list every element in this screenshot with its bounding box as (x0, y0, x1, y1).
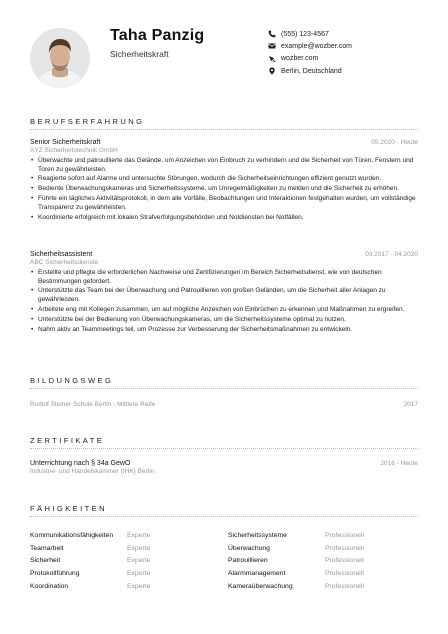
job-company: XYZ Sicherheitstechnik GmbH (30, 147, 118, 154)
job-date: 05.2020 - Heute (371, 139, 418, 146)
contact-list (268, 28, 352, 77)
education-school: Rudolf Steiner Schule Berlin - Mittlere Reife (30, 401, 156, 408)
contact-location (268, 65, 352, 77)
job-company: ABC Sicherheitsdienste (30, 259, 99, 266)
skill-item (228, 580, 418, 593)
certificate-title: Unterrichtung nach § 34a GewO (30, 460, 131, 467)
bullet-item: • Reagierte sofort auf Alarme und untersuchte Störungen, wodurch die Sicherheitseinrichtungen effizient genutzt wurden. (30, 175, 418, 184)
skill-name: Alarmmanagement (228, 569, 286, 577)
section-divider (30, 388, 418, 389)
skill-level: Experte (127, 544, 151, 552)
skill-item (30, 567, 220, 580)
skill-name: Kameraüberwachung (228, 582, 293, 590)
avatar-illustration (30, 28, 90, 88)
skill-level: Experte (127, 531, 151, 539)
skill-name: Sicherheitssysteme (228, 531, 287, 539)
job-entry-1 (30, 139, 418, 224)
bullet-item: • Koordinierte erfolgreich mit lokalen Strafverfolgungsbehörden und Notdiensten bei Notfällen. (30, 214, 418, 223)
bullet-item: • Unterstützte bei der Bedienung von Überwachungskameras, um die Sicherheitssysteme optimal zu nutzen. (30, 316, 418, 325)
skill-level: Professionell (325, 569, 364, 577)
skill-item (228, 567, 418, 580)
skill-name: Patrouillieren (228, 557, 268, 565)
profile-photo (30, 28, 90, 88)
skill-item (30, 542, 220, 555)
envelope-icon (268, 42, 276, 50)
skill-level: Experte (127, 557, 151, 565)
education-entry (30, 401, 418, 408)
bullet-item: • Nahm aktiv an Teammeetings teil, um Prozesse zur Verbesserung der Sicherheitsmaßnahmen zu entwickeln. (30, 326, 418, 335)
skill-name: Koordination (30, 582, 69, 590)
skill-name: Teamarbeit (30, 544, 64, 552)
section-title-certificates: ZERTIFIKATE (30, 436, 105, 445)
skill-item (228, 554, 418, 567)
skill-level: Experte (127, 569, 151, 577)
section-title-experience: BERUFSERFAHRUNG (30, 117, 145, 126)
skill-name: Kommunikationsfähigkeiten (30, 531, 114, 539)
skill-name: Sicherheit (30, 557, 61, 565)
contact-location-text: Berlin, Deutschland (281, 67, 342, 75)
bullet-item: • Bediente Überwachungskameras und Sicherheitssysteme, um Unregelmäßigkeiten zu melden und die Sicherheit zu erhöhen. (30, 185, 418, 194)
skill-item (228, 542, 418, 555)
bullet-item: • Arbeitete eng mit Kollegen zusammen, um auf mögliche Anzeichen von Einbrüchen zu erkennen und Maßnahmen zu ergreifen. (30, 306, 418, 315)
certificate-entry (30, 460, 418, 475)
skills-column-left (30, 529, 220, 592)
job-title: Sicherheitsassistent (30, 251, 93, 258)
bullet-item: • Überwachte und patrouillierte das Gelände, um Anzeichen von Einbruch zu verhindern und die Sicherheit von Türen, Fenstern und Toren zu gewährleisten. (30, 157, 418, 174)
skill-item (30, 529, 220, 542)
section-title-skills: FÄHIGKEITEN (30, 504, 108, 513)
contact-email[interactable] (268, 40, 352, 52)
skill-level: Experte (127, 582, 151, 590)
contact-phone[interactable] (268, 28, 352, 40)
skill-item (30, 554, 220, 567)
skills-column-right (228, 529, 418, 592)
skill-item (228, 529, 418, 542)
link-icon (268, 55, 276, 63)
certificate-issuer: Industrie- und Handelskammer (IHK) Berlin (30, 468, 155, 475)
contact-phone-text: (555) 123-4567 (281, 30, 329, 38)
job-title: Senior Sicherheitskraft (30, 139, 101, 146)
section-divider (30, 516, 418, 517)
skill-name: Überwachung (228, 544, 270, 552)
job-bullets (30, 269, 418, 334)
job-bullets (30, 157, 418, 222)
section-title-education: BILDUNGSWEG (30, 376, 114, 385)
skill-level: Professionell (325, 557, 364, 565)
job-role: Sicherheitskraft (110, 49, 169, 59)
bullet-item: • Unterstützte das Team bei der Überwachung und Patrouillieren von großen Geländen, um die Sicherheit aller Anlagen zu gewährleisten. (30, 287, 418, 304)
contact-website[interactable] (268, 53, 352, 65)
job-entry-2 (30, 251, 418, 336)
section-divider (30, 448, 418, 449)
skill-level: Professionell (325, 544, 364, 552)
education-year: 2017 (403, 401, 418, 408)
skill-level: Professionell (325, 582, 364, 590)
phone-icon (268, 30, 276, 38)
section-divider (30, 129, 418, 130)
bullet-item: • Erstellte und pflegte die erforderlichen Nachweise und Zertifizierungen im Bereich Sicherheitsdienst, wie von deutschen Bestimmungen gefordert. (30, 269, 418, 286)
location-pin-icon (268, 67, 276, 75)
certificate-date: 2016 - Heute (380, 460, 418, 467)
contact-email-text: example@wozber.com (281, 42, 352, 50)
skill-name: Protokollführung (30, 569, 80, 577)
skill-level: Professionell (325, 531, 364, 539)
person-name: Taha Panzig (110, 27, 205, 44)
skill-item (30, 580, 220, 593)
bullet-item: • Führte ein tägliches Aktivitätsprotokoll, in dem alle Vorfälle, Beobachtungen und Interaktionen festgehalten wurden, um vollständige Transparenz zu gewährleisten. (30, 195, 418, 212)
job-date: 03.2017 - 04.2020 (365, 251, 418, 258)
contact-website-text: wozber.com (281, 55, 319, 63)
